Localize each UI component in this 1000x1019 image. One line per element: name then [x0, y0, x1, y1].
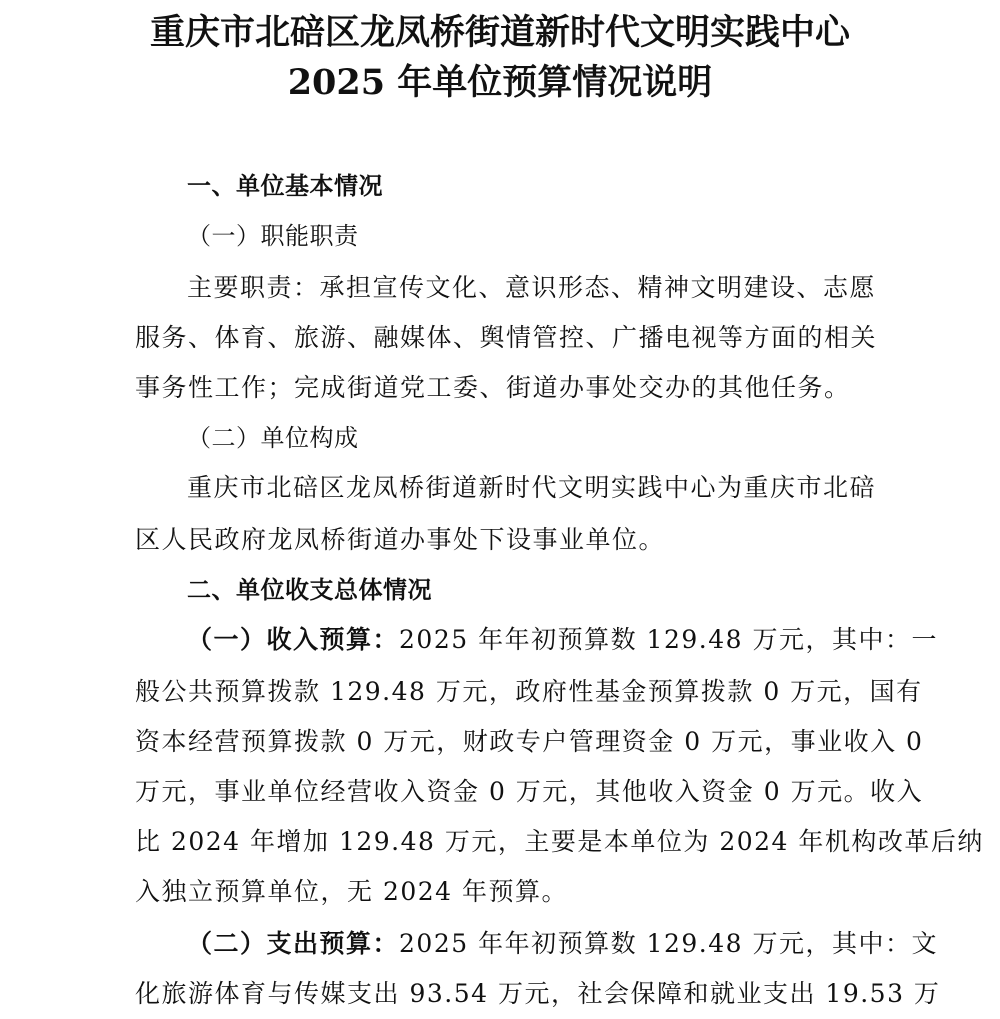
income-budget-label: （一）收入预算： [187, 625, 400, 654]
paragraph-line: 主要职责：承担宣传文化、意识形态、精神文明建设、志愿 [187, 273, 877, 302]
document-title-line-2: 2025 年单位预算情况说明 [287, 62, 713, 103]
income-budget-text: 2025 年年初预算数 129.48 万元，其中：一 [399, 625, 938, 654]
paragraph-line: 资本经营预算拨款 0 万元，财政专户管理资金 0 万元，事业收入 0 [135, 727, 924, 756]
income-budget-first-line [187, 624, 938, 656]
subsection-1-2-heading: （二）单位构成 [187, 424, 359, 452]
section-1-heading: 一、单位基本情况 [187, 172, 383, 200]
paragraph-line: 比 2024 年增加 129.48 万元，主要是本单位为 2024 年机构改革后纳 [135, 827, 984, 856]
paragraph-line: 万元，事业单位经营收入资金 0 万元，其他收入资金 0 万元。收入 [135, 777, 924, 806]
paragraph-line: 入独立预算单位，无 2024 年预算。 [135, 877, 569, 906]
paragraph-line: 事务性工作；完成街道党工委、街道办事处交办的其他任务。 [135, 373, 851, 402]
paragraph-line: 服务、体育、旅游、融媒体、舆情管控、广播电视等方面的相关 [135, 323, 878, 352]
subsection-1-1-heading: （一）职能职责 [187, 222, 359, 250]
expense-budget-text: 2025 年年初预算数 129.48 万元，其中：文 [399, 929, 938, 958]
expense-budget-label: （二）支出预算： [187, 929, 400, 958]
expense-budget-first-line [187, 928, 938, 960]
paragraph-line: 般公共预算拨款 129.48 万元，政府性基金预算拨款 0 万元，国有 [135, 677, 923, 706]
paragraph-line: 区人民政府龙凤桥街道办事处下设事业单位。 [135, 525, 666, 554]
paragraph-line: 重庆市北碚区龙凤桥街道新时代文明实践中心为重庆市北碚 [187, 473, 877, 502]
section-2-heading: 二、单位收支总体情况 [187, 576, 432, 604]
document-title-line-1: 重庆市北碚区龙凤桥街道新时代文明实践中心 [149, 12, 850, 53]
paragraph-line: 化旅游体育与传媒支出 93.54 万元，社会保障和就业支出 19.53 万 [135, 979, 941, 1008]
